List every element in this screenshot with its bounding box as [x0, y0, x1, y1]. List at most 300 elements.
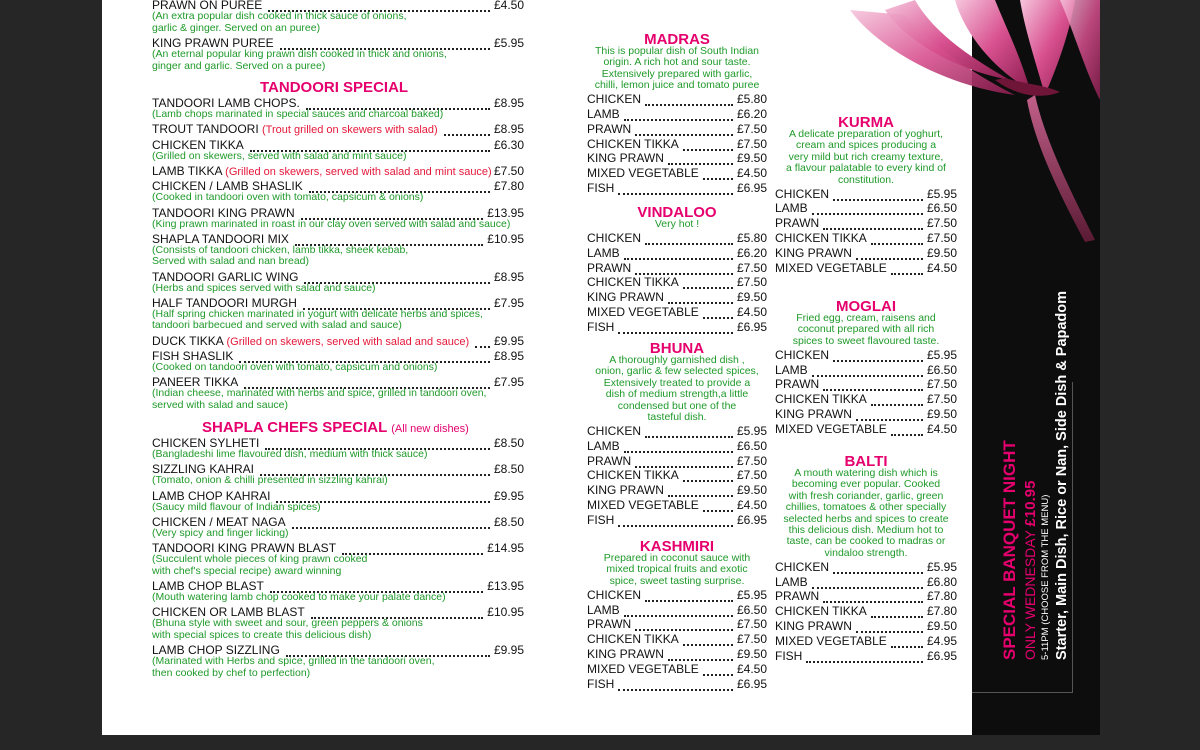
- balti-item-price: £6.80: [926, 574, 957, 589]
- kashmiri-item-leader: [618, 679, 733, 691]
- madras-item: [587, 122, 767, 136]
- tandoori-item: [152, 122, 524, 136]
- tandoori-desc: (Grilled on skewers, served with salad and mint sauce): [152, 149, 407, 162]
- section-intro-bhuna: condensed but one of the: [617, 399, 737, 412]
- balti-item-name: PRAWN: [775, 589, 820, 604]
- madras-item-price: £5.80: [736, 92, 767, 107]
- kashmiri-item-name: CHICKEN: [587, 587, 642, 602]
- tandoori-item-price: £7.95: [493, 295, 524, 310]
- balti-item: [775, 589, 957, 603]
- kurma-item: [775, 231, 957, 245]
- madras-item-leader: [645, 94, 733, 106]
- banner-title: SPECIAL BANQUET NIGHT: [1000, 440, 1019, 660]
- tandoori-desc: served with salad and sauce): [152, 398, 288, 411]
- moglai-item-price: £5.95: [926, 347, 957, 362]
- chefs-item-name: CHICKEN SYLHETI: [152, 436, 260, 450]
- madras-item-leader: [683, 139, 733, 151]
- vindaloo-item-leader: [618, 322, 733, 334]
- madras-item-name: CHICKEN: [587, 92, 642, 107]
- kashmiri-item: [587, 677, 767, 691]
- madras-item-name: PRAWN: [587, 121, 632, 136]
- section-title-balti: BALTI: [844, 453, 888, 470]
- chefs-desc: (Bangladeshi lime flavoured dish, medium with thick sauce): [152, 448, 428, 460]
- bhuna-item-leader: [635, 456, 733, 468]
- tandoori-desc: (Indian cheese, marinated with herbs and spice, grilled in tandoori oven,: [152, 387, 487, 400]
- tandoori-item-name: LAMB TIKKA (Grilled on skewers, served with salad and mint sauce): [152, 163, 492, 178]
- balti-item-name: MIXED VEGETABLE: [775, 633, 887, 648]
- kashmiri-item-name: MIXED VEGETABLE: [587, 661, 699, 676]
- bhuna-item-name: KING PRAWN: [587, 483, 664, 498]
- tandoori-desc: tandoori barbecued and served with salad and sauce): [152, 319, 402, 332]
- bhuna-item: [587, 513, 767, 527]
- moglai-item-leader: [856, 409, 923, 421]
- kurma-item-name: CHICKEN: [775, 186, 830, 201]
- madras-item: [587, 181, 767, 195]
- section-intro-bhuna: tasteful dish.: [647, 411, 707, 423]
- kurma-item-price: £7.50: [926, 216, 957, 231]
- vindaloo-item-price: £6.20: [736, 245, 767, 260]
- vindaloo-item-name: CHICKEN TIKKA: [587, 275, 679, 290]
- kashmiri-item-name: KING PRAWN: [587, 646, 664, 661]
- chefs-item-price: £10.95: [487, 605, 524, 620]
- kurma-item-leader: [833, 189, 923, 201]
- tandoori-desc: (King prawn marinated in roast in our clay oven served with salad and sauce): [152, 217, 511, 230]
- bhuna-item-leader: [624, 441, 733, 453]
- banner-contents: Starter, Main Dish, Rice or Nan, Side Dish & Papadom: [1054, 290, 1070, 660]
- moglai-item-name: CHICKEN: [775, 347, 830, 362]
- bhuna-item-leader: [703, 500, 733, 512]
- balti-item-price: £7.80: [926, 589, 957, 604]
- moglai-item-name: KING PRAWN: [775, 406, 852, 421]
- kashmiri-item-leader: [635, 619, 733, 631]
- section-intro-madras: This is popular dish of South Indian: [594, 45, 760, 57]
- vindaloo-item: [587, 320, 767, 334]
- vindaloo-item-name: PRAWN: [587, 260, 632, 275]
- banquet-banner: [1000, 250, 1090, 670]
- section-intro-kashmiri: Prepared in coconut sauce with: [603, 552, 751, 564]
- vindaloo-item-leader: [703, 307, 733, 319]
- madras-item-name: KING PRAWN: [587, 151, 664, 166]
- moglai-item-price: £7.50: [926, 392, 957, 407]
- kurma-item-name: PRAWN: [775, 216, 820, 231]
- tandoori-item-name: CHICKEN / LAMB SHASLIK: [152, 179, 303, 194]
- bhuna-item: [587, 424, 767, 438]
- banner-day-price: [1022, 481, 1039, 660]
- starter-desc: ginger and garlic. Served on a puree): [152, 59, 326, 72]
- balti-item-name: FISH: [775, 648, 803, 663]
- vindaloo-item-leader: [645, 233, 733, 245]
- tandoori-item-name: TROUT TANDOORI (Trout grilled on skewers with salad): [152, 122, 438, 137]
- vindaloo-item-leader: [683, 277, 733, 289]
- bhuna-item-price: £5.95: [736, 423, 767, 438]
- tandoori-item-name: DUCK TIKKA (Grilled on skewers, served with salad and sauce): [152, 333, 470, 348]
- kashmiri-item-name: LAMB: [587, 602, 620, 617]
- balti-item-price: £5.95: [926, 559, 957, 574]
- tandoori-item-price: £6.30: [493, 137, 524, 152]
- kurma-item-price: £5.95: [926, 186, 957, 201]
- balti-item-leader: [833, 562, 923, 574]
- section-intro-bhuna: Extensively treated to provide a: [603, 376, 751, 389]
- vindaloo-item-price: £5.80: [736, 230, 767, 245]
- bhuna-item-price: £6.50: [736, 438, 767, 453]
- kashmiri-item-price: £6.95: [736, 676, 767, 691]
- section-intro-kashmiri: mixed tropical fruits and exotic: [606, 563, 748, 576]
- moglai-item-leader: [871, 394, 923, 406]
- moglai-item-name: MIXED VEGETABLE: [775, 421, 887, 436]
- bhuna-item: [587, 483, 767, 497]
- section-title-tandoori: TANDOORI SPECIAL: [260, 79, 409, 96]
- bhuna-item-name: CHICKEN: [587, 423, 642, 438]
- vindaloo-item: [587, 261, 767, 275]
- madras-item-price: £7.50: [736, 121, 767, 136]
- bhuna-item-price: £7.50: [736, 453, 767, 468]
- madras-item: [587, 92, 767, 106]
- chefs-item-price: £8.50: [493, 436, 524, 450]
- bhuna-item-leader: [618, 515, 733, 527]
- kurma-item-leader: [823, 218, 923, 230]
- tandoori-item-price: £7.80: [493, 179, 524, 194]
- bhuna-item-name: PRAWN: [587, 453, 632, 468]
- tandoori-item-name: SHAPLA TANDOORI MIX: [152, 231, 289, 246]
- moglai-item-name: LAMB: [775, 362, 808, 377]
- vindaloo-item-price: £4.50: [736, 304, 767, 319]
- vindaloo-item: [587, 275, 767, 289]
- balti-item-name: KING PRAWN: [775, 618, 852, 633]
- kashmiri-item-name: PRAWN: [587, 617, 632, 632]
- moglai-item: [775, 392, 957, 406]
- chefs-item-price: £14.95: [487, 541, 524, 556]
- balti-item-price: £4.95: [926, 633, 957, 648]
- tandoori-item-price: £8.95: [493, 96, 524, 110]
- chefs-item-price: £9.95: [493, 643, 524, 658]
- chefs-desc: with chef's special recipe) award winning: [152, 564, 342, 577]
- balti-item: [775, 604, 957, 618]
- tandoori-desc: (Consists of tandoori chicken, lamb tikka, sheek kebab,: [152, 243, 409, 256]
- balti-item-name: CHICKEN TIKKA: [775, 604, 867, 619]
- bhuna-item: [587, 454, 767, 468]
- tandoori-item-name: TANDOORI KING PRAWN: [152, 205, 295, 220]
- kurma-item-name: LAMB: [775, 201, 808, 216]
- bhuna-item-leader: [645, 426, 733, 438]
- bhuna-item: [587, 498, 767, 512]
- balti-item: [775, 634, 957, 648]
- balti-item-leader: [891, 636, 923, 648]
- section-intro-moglai: spices to sweet flavoured taste.: [792, 334, 940, 347]
- vindaloo-item-price: £7.50: [736, 260, 767, 275]
- tandoori-item-price: £8.95: [493, 269, 524, 284]
- moglai-item: [775, 377, 957, 391]
- banner-day: ONLY WEDNESDAY: [1022, 530, 1038, 660]
- tandoori-item-price: £13.95: [487, 205, 524, 220]
- balti-item: [775, 560, 957, 574]
- kashmiri-item-price: £4.50: [736, 661, 767, 676]
- kashmiri-item-name: FISH: [587, 676, 615, 691]
- moglai-item-leader: [812, 365, 923, 377]
- kurma-item-name: KING PRAWN: [775, 245, 852, 260]
- tandoori-item-leader: [444, 124, 490, 136]
- madras-item-price: £6.95: [736, 180, 767, 195]
- kurma-item: [775, 201, 957, 215]
- madras-item-price: £9.50: [736, 151, 767, 166]
- section-title-madras: MADRAS: [644, 31, 710, 48]
- section-intro-bhuna: onion, garlic & few selected spices,: [595, 365, 759, 378]
- balti-item-leader: [871, 606, 923, 618]
- starter-desc: (An extra popular dish cooked in thick sauce of onions,: [152, 10, 407, 22]
- madras-item-leader: [624, 109, 733, 121]
- section-intro-kurma: cream and spices producing a: [795, 139, 937, 152]
- moglai-item: [775, 407, 957, 421]
- kurma-item-leader: [812, 203, 923, 215]
- section-intro-moglai: Fried egg, cream, raisens and: [796, 312, 936, 324]
- section-intro-bhuna: A thoroughly garnished dish ,: [609, 354, 745, 366]
- kurma-item-price: £9.50: [926, 245, 957, 260]
- moglai-item-price: £7.50: [926, 377, 957, 392]
- madras-item-name: FISH: [587, 180, 615, 195]
- kurma-item-name: CHICKEN TIKKA: [775, 230, 867, 245]
- moglai-item-name: CHICKEN TIKKA: [775, 392, 867, 407]
- chefs-item-name: LAMB CHOP BLAST: [152, 579, 264, 593]
- section-intro-kurma: A delicate preparation of yoghurt,: [788, 128, 944, 140]
- kurma-item: [775, 216, 957, 230]
- kashmiri-item: [587, 632, 767, 646]
- balti-item-leader: [812, 577, 923, 589]
- madras-item: [587, 151, 767, 165]
- chefs-item-name: LAMB CHOP SIZZLING: [152, 643, 280, 658]
- moglai-item-leader: [891, 424, 923, 436]
- moglai-item-leader: [833, 350, 923, 362]
- section-intro-balti: becoming ever popular. Cooked: [791, 478, 941, 491]
- bhuna-item-leader: [668, 485, 733, 497]
- kurma-item-price: £7.50: [926, 230, 957, 245]
- tandoori-item-price: £7.95: [493, 375, 524, 390]
- chefs-subtitle: (All new dishes): [391, 423, 469, 435]
- vindaloo-item-name: LAMB: [587, 245, 620, 260]
- tandoori-item-name: PANEER TIKKA: [152, 375, 239, 390]
- kurma-item-name: MIXED VEGETABLE: [775, 260, 887, 275]
- section-intro-balti: chillies, tomatoes & other specially: [785, 501, 947, 514]
- section-intro-moglai: coconut prepared with all rich: [797, 323, 935, 336]
- tandoori-item-name: TANDOORI GARLIC WING: [152, 269, 299, 284]
- vindaloo-item-name: CHICKEN: [587, 230, 642, 245]
- moglai-item-price: £9.50: [926, 406, 957, 421]
- balti-item-leader: [823, 591, 923, 603]
- madras-item-leader: [618, 183, 733, 195]
- bhuna-item-name: FISH: [587, 512, 615, 527]
- tandoori-item-name: TANDOORI LAMB CHOPS.: [152, 96, 300, 110]
- section-intro-bhuna: dish of medium strength,a little: [605, 388, 749, 401]
- kashmiri-item: [587, 647, 767, 661]
- kurma-item-leader: [891, 263, 923, 275]
- tandoori-item-note: (Grilled on skewers, served with salad and sauce): [226, 335, 470, 348]
- section-intro-balti: taste, can be cooked to madras or: [786, 535, 946, 548]
- chefs-desc: (Marinated with Herbs and spice, grilled in the tandoori oven,: [152, 655, 435, 668]
- tandoori-item: [152, 164, 524, 178]
- bhuna-item-price: £7.50: [736, 468, 767, 483]
- section-intro-madras: origin. A rich hot and sour taste.: [603, 56, 751, 69]
- kashmiri-item-price: £9.50: [736, 646, 767, 661]
- tandoori-item-note: (Grilled on skewers, served with salad and mint sauce): [225, 165, 492, 178]
- bhuna-item-name: CHICKEN TIKKA: [587, 468, 679, 483]
- madras-item-leader: [668, 153, 733, 165]
- kashmiri-item: [587, 603, 767, 617]
- section-title-bhuna: BHUNA: [649, 340, 705, 357]
- section-intro-kashmiri: spice, sweet tasting surprise.: [609, 574, 745, 587]
- section-intro-balti: vindaloo strength.: [824, 546, 908, 559]
- moglai-item-price: £6.50: [926, 362, 957, 377]
- madras-item-name: LAMB: [587, 106, 620, 121]
- tandoori-item-name: FISH SHASLIK: [152, 349, 234, 363]
- section-intro-madras: chilli, lemon juice and tomato puree: [594, 79, 760, 92]
- vindaloo-item-price: £9.50: [736, 290, 767, 305]
- bhuna-item-price: £6.95: [736, 512, 767, 527]
- tandoori-item-price: £10.95: [487, 231, 524, 246]
- starter-item-price: £5.95: [493, 36, 524, 50]
- section-title-moglai: MOGLAI: [836, 298, 896, 315]
- vindaloo-item-price: £7.50: [736, 275, 767, 290]
- vindaloo-item: [587, 305, 767, 319]
- starter-desc: (An eternal popular king prawn dish cooked in thick and onions,: [152, 48, 447, 60]
- tandoori-item-note: (Trout grilled on skewers with salad): [262, 124, 438, 137]
- vindaloo-item-price: £6.95: [736, 319, 767, 334]
- kashmiri-item-price: £7.50: [736, 617, 767, 632]
- vindaloo-item-name: MIXED VEGETABLE: [587, 304, 699, 319]
- moglai-item-price: £4.50: [926, 421, 957, 436]
- section-intro-balti: selected herbs and spices to create: [783, 512, 949, 525]
- chefs-desc: with special spices to create this delicious dish): [152, 628, 372, 641]
- chefs-item-price: £8.50: [493, 514, 524, 529]
- moglai-item: [775, 348, 957, 362]
- kashmiri-item-leader: [645, 590, 733, 602]
- tandoori-desc: (Lamb chops marinated in special sauces and charcoal baked): [152, 108, 444, 120]
- vindaloo-item-leader: [635, 263, 733, 275]
- balti-item-name: LAMB: [775, 574, 808, 589]
- balti-item-leader: [856, 621, 923, 633]
- tandoori-item-leader: [475, 336, 490, 348]
- section-intro-kurma: constitution.: [837, 173, 895, 186]
- section-intro-kurma: a flavour palatable to every kind of: [786, 162, 946, 175]
- balti-item-price: £6.95: [926, 648, 957, 663]
- balti-item-name: CHICKEN: [775, 559, 830, 574]
- madras-item-price: £4.50: [736, 166, 767, 181]
- kurma-item-price: £4.50: [926, 260, 957, 275]
- section-intro-madras: Extensively prepared with garlic,: [601, 67, 753, 80]
- section-intro-balti: with fresh coriander, garlic, green: [788, 489, 944, 502]
- kashmiri-item: [587, 617, 767, 631]
- banner-price: £10.95: [1022, 480, 1039, 527]
- tandoori-desc: (Cooked in tandoori oven with tomato, capsicum & onions): [152, 191, 424, 204]
- chefs-item-leader: [292, 517, 490, 529]
- bhuna-item-name: LAMB: [587, 438, 620, 453]
- kurma-item-price: £6.50: [926, 201, 957, 216]
- moglai-item-leader: [823, 379, 923, 391]
- madras-item-leader: [703, 168, 733, 180]
- tandoori-item-price: £8.95: [493, 122, 524, 137]
- balti-item-price: £9.50: [926, 618, 957, 633]
- tandoori-item-name: HALF TANDOORI MURGH: [152, 295, 297, 310]
- bhuna-item-price: £4.50: [736, 497, 767, 512]
- tandoori-item-price: £7.50: [493, 163, 524, 178]
- tandoori-item-price: £8.95: [493, 349, 524, 363]
- section-title-kurma: KURMA: [838, 114, 894, 131]
- chefs-desc: (Bhuna style with sweet and sour, green peppers & onions: [152, 617, 423, 630]
- tandoori-desc: (Cooked on tandoori oven with tomato, capsicum and onions): [152, 361, 438, 373]
- kashmiri-item-name: CHICKEN TIKKA: [587, 632, 679, 647]
- moglai-item: [775, 422, 957, 436]
- kashmiri-item-leader: [703, 664, 733, 676]
- vindaloo-item-name: FISH: [587, 319, 615, 334]
- viewer-background: [1100, 0, 1200, 750]
- section-title-vindaloo: VINDALOO: [637, 204, 717, 221]
- bhuna-item-price: £9.50: [736, 483, 767, 498]
- chefs-item-name: CHICKEN OR LAMB BLAST: [152, 605, 305, 620]
- kashmiri-item-price: £7.50: [736, 632, 767, 647]
- tandoori-item: [152, 334, 524, 348]
- madras-item: [587, 166, 767, 180]
- section-intro-balti: this delicious dish. Medium hot to: [788, 524, 944, 536]
- starter-item-name: KING PRAWN PUREE: [152, 36, 274, 50]
- madras-item: [587, 137, 767, 151]
- vindaloo-item: [587, 246, 767, 260]
- madras-item: [587, 107, 767, 121]
- chefs-title-text: SHAPLA CHEFS SPECIAL: [202, 419, 388, 436]
- kashmiri-item-price: £6.50: [736, 602, 767, 617]
- section-title-kashmiri: KASHMIRI: [639, 538, 715, 555]
- tandoori-desc: (Half spring chicken marinated in yogurt with delicate herbs and spices,: [152, 307, 483, 320]
- chefs-item-price: £9.95: [493, 488, 524, 503]
- balti-item: [775, 575, 957, 589]
- tandoori-item-price: £9.95: [493, 333, 524, 348]
- starter-item-price: £4.50: [493, 0, 524, 12]
- kurma-item: [775, 261, 957, 275]
- starter-item-name: PRAWN ON PUREE: [152, 0, 263, 12]
- vindaloo-item-name: KING PRAWN: [587, 290, 664, 305]
- vindaloo-item-leader: [668, 292, 733, 304]
- madras-item-price: £7.50: [736, 136, 767, 151]
- kashmiri-item-price: £5.95: [736, 587, 767, 602]
- tandoori-item-name: CHICKEN TIKKA: [152, 137, 244, 152]
- moglai-item-name: PRAWN: [775, 377, 820, 392]
- madras-item-leader: [635, 124, 733, 136]
- balti-item-price: £7.80: [926, 604, 957, 619]
- kurma-item-leader: [856, 248, 923, 260]
- chefs-desc: then cooked by chef to perfection): [152, 666, 311, 679]
- kashmiri-item-leader: [668, 649, 733, 661]
- chefs-desc: (Succulent whole pieces of king prawn cooked: [152, 553, 368, 566]
- section-intro-kurma: very mild but rich creamy texture,: [788, 150, 944, 163]
- madras-item-price: £6.20: [736, 106, 767, 121]
- vindaloo-item: [587, 290, 767, 304]
- madras-item-name: MIXED VEGETABLE: [587, 166, 699, 181]
- balti-item: [775, 649, 957, 663]
- starter-desc: garlic & ginger. Served on an puree): [152, 21, 321, 34]
- tandoori-desc: (Herbs and spices served with salad and sauce): [152, 281, 376, 294]
- chefs-desc: (Tomato, onion & chilli presented in sizzling kahrai): [152, 474, 388, 487]
- moglai-item: [775, 363, 957, 377]
- chefs-desc: (Mouth watering lamb chop cooked to make your palate dance): [152, 591, 446, 603]
- chefs-item-price: £13.95: [487, 579, 524, 593]
- section-intro-balti: A mouth watering dish which is: [794, 467, 938, 479]
- balti-item: [775, 619, 957, 633]
- chefs-item-price: £8.50: [493, 462, 524, 477]
- chefs-item-name: LAMB CHOP KAHRAI: [152, 488, 271, 503]
- bhuna-item-name: MIXED VEGETABLE: [587, 497, 699, 512]
- bhuna-item-leader: [683, 470, 733, 482]
- chefs-item-name: CHICKEN / MEAT NAGA: [152, 514, 286, 529]
- chefs-desc: (Saucy mild flavour of Indian spices): [152, 500, 321, 513]
- kurma-item: [775, 187, 957, 201]
- tandoori-desc: Served with salad and nan bread): [152, 255, 310, 268]
- bhuna-item: [587, 439, 767, 453]
